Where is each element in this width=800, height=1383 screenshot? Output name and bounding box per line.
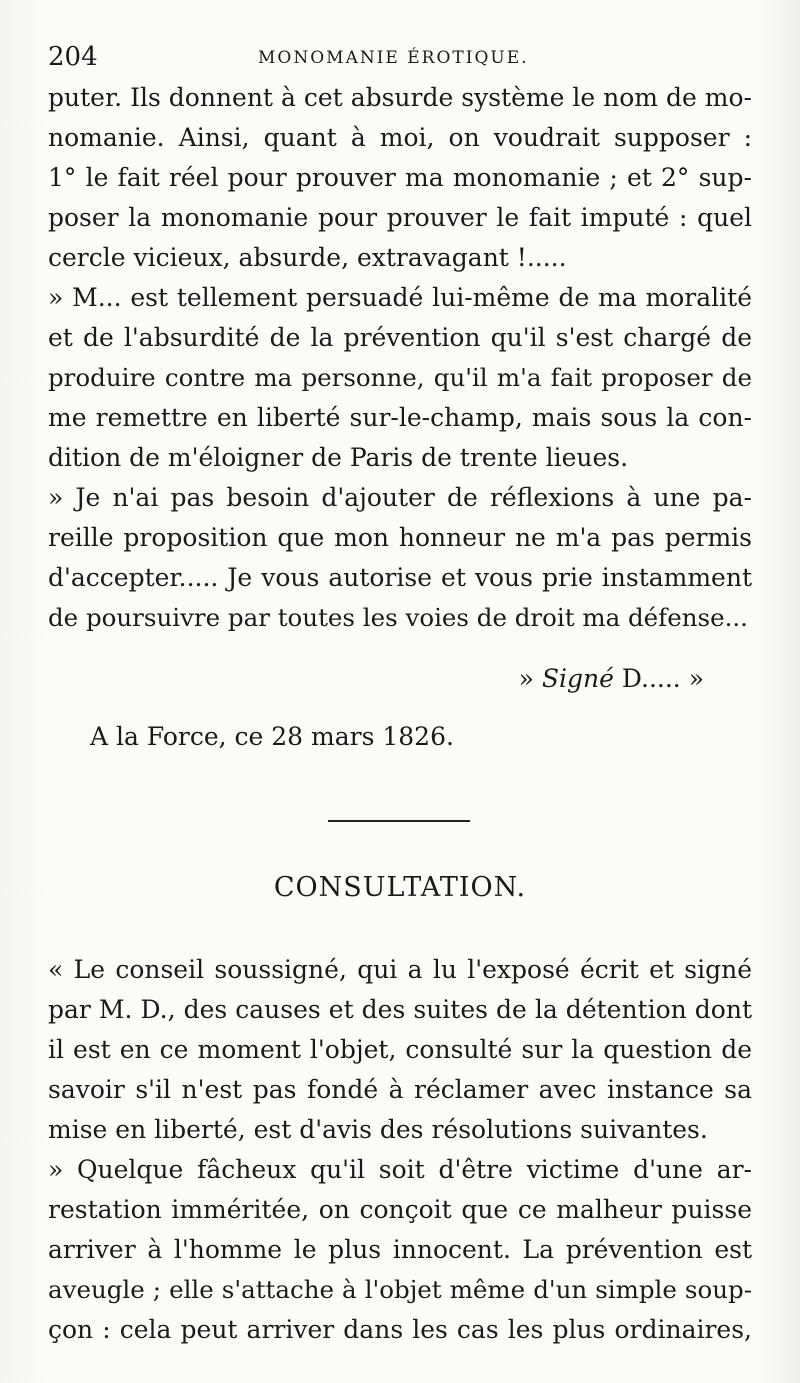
text-line: arriver à l'homme le plus innocent. La prévention est (48, 1235, 752, 1264)
text-line: produire contre ma personne, qu'il m'a fait proposer de (48, 363, 752, 392)
text-line: par M. D., des causes et des suites de la détention dont (48, 995, 752, 1024)
text-line: çon : cela peut arriver dans les cas les plus ordinaires, (48, 1315, 752, 1344)
text-line: « Le conseil soussigné, qui a lu l'exposé écrit et signé (48, 955, 752, 984)
text-line: reille proposition que mon honneur ne m'a pas permis (48, 523, 752, 552)
signature-close-quote: » (688, 664, 704, 693)
text-line: d'accepter..... Je vous autorise et vous prie instamment (48, 563, 752, 592)
date-line: A la Force, ce 28 mars 1826. (90, 722, 454, 751)
text-line: aveugle ; elle s'attache à l'objet même d'un simple soup- (48, 1275, 752, 1304)
letter-signature (519, 664, 704, 693)
text-line: puter. Ils donnent à cet absurde système le nom de mo- (48, 83, 752, 112)
section-divider (328, 820, 470, 822)
text-line: » M... est tellement persuadé lui-même de ma moralité (48, 283, 752, 312)
running-title: MONOMANIE ÉROTIQUE. (258, 48, 529, 68)
text-line: restation imméritée, on conçoit que ce malheur puisse (48, 1195, 752, 1224)
signature-name: D..... (621, 664, 681, 693)
text-line: » Je n'ai pas besoin d'ajouter de réflexions à une pa- (48, 483, 752, 512)
text-line: savoir s'il n'est pas fondé à réclamer avec instance sa (48, 1075, 752, 1104)
consultation-text (48, 950, 752, 1350)
text-line: il est en ce moment l'objet, consulté sur la question de (48, 1035, 752, 1064)
page-header (48, 42, 752, 76)
text-line: poser la monomanie pour prouver le fait imputé : quel (48, 203, 752, 232)
text-line: et de l'absurdité de la prévention qu'il s'est chargé de (48, 323, 752, 352)
letter-text (48, 78, 752, 638)
text-line: me remettre en liberté sur-le-champ, mais sous la con- (48, 403, 752, 432)
signature-signed-word: Signé (541, 664, 614, 693)
page-number: 204 (48, 42, 98, 72)
section-heading: CONSULTATION. (273, 872, 527, 903)
text-line: dition de m'éloigner de Paris de trente lieues. (48, 443, 629, 472)
signature-open-quote: » (518, 664, 534, 693)
text-line: » Quelque fâcheux qu'il soit d'être victime d'une ar- (48, 1155, 752, 1184)
text-line: nomanie. Ainsi, quant à moi, on voudrait supposer : (48, 123, 752, 152)
text-line: cercle vicieux, absurde, extravagant !..... (48, 243, 567, 272)
text-line: de poursuivre par toutes les voies de droit ma défense... (48, 603, 748, 632)
text-line: 1° le fait réel pour prouver ma monomanie ; et 2° sup- (48, 163, 752, 192)
text-line: mise en liberté, est d'avis des résolutions suivantes. (48, 1115, 708, 1144)
